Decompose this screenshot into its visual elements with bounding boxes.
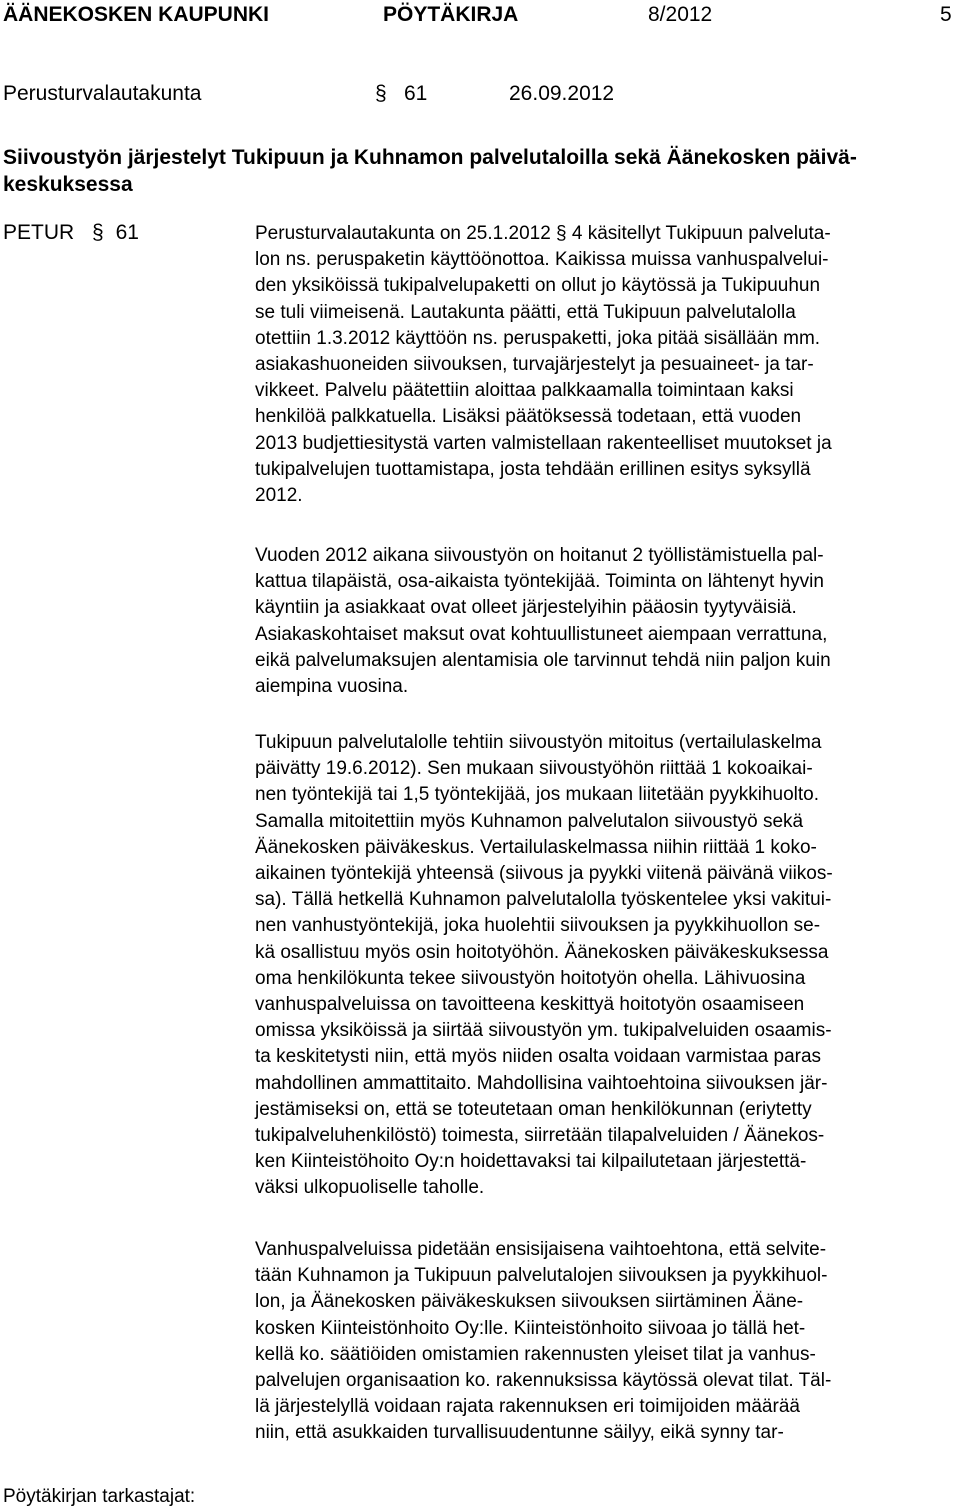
organization-name: ÄÄNEKOSKEN KAUPUNKI xyxy=(3,3,270,26)
paragraph xyxy=(255,730,955,1202)
item-label xyxy=(3,221,139,245)
paragraph xyxy=(255,543,955,700)
paragraph-line: vanhuspalveluissa on tavoitteena keskittyä hoitotyön osaamiseen xyxy=(255,994,805,1016)
paragraph-line: den yksiköissä tukipalvelupaketti on ollut jo käytössä ja Tukipuuhun xyxy=(255,275,821,297)
paragraph-line: kellä ko. säätiöiden omistamien rakennusten yleiset tilat ja vanhus- xyxy=(255,1343,816,1365)
paragraph-line: Vanhuspalveluissa pidetään ensisijaisena vaihtoehtona, että selvite- xyxy=(255,1239,827,1260)
item-title-line: keskuksessa xyxy=(3,173,133,196)
paragraph-line: väksi ulkopuoliselle taholle. xyxy=(255,1177,485,1199)
paragraph xyxy=(255,221,955,509)
item-title-line: Siivoustyön järjestelyt Tukipuun ja Kuhnamon palvelutaloilla sekä Äänekosken päivä- xyxy=(3,146,857,169)
paragraph-line: 2013 budjettiesitystä varten valmistellaan rakenteelliset muutokset ja xyxy=(255,432,832,454)
paragraph-line: kosken Kiinteistönhoito Oy:lle. Kiinteistönhoito siivoaa jo tällä het- xyxy=(255,1317,806,1339)
paragraph-line: kattua tilapäistä, osa-aikaista työntekijää. Toiminta on lähtenyt hyvin xyxy=(255,571,824,593)
board-name: Perusturvalautakunta xyxy=(3,82,202,105)
paragraph-line: Asiakaskohtaiset maksut ovat kohtuullistuneet aiempaan verrattuna, xyxy=(255,623,828,645)
paragraph-line: Samalla mitoitettiin myös Kuhnamon palvelutalon siivoustyö sekä xyxy=(255,810,804,832)
paragraph-line: tukipalvelujen tuottamistapa, josta tehdään erillinen esitys syksyllä xyxy=(255,458,811,480)
paragraph-line: Tukipuun palvelutalolle tehtiin siivoustyön mitoitus (vertailulaskelma xyxy=(255,732,822,753)
item-title xyxy=(3,144,953,198)
paragraph-line: se tuli viimeisenä. Lautakunta päätti, että Tukipuun palvelutalolla xyxy=(255,301,796,323)
paragraph-line: aiempina vuosina. xyxy=(255,676,409,698)
paragraph-line: nen vanhustyöntekijä, joka huolehtii siivouksen ja pyykkihuollon se- xyxy=(255,915,821,937)
section-sign: § xyxy=(375,82,387,105)
paragraph xyxy=(255,1237,955,1447)
document-type: PÖYTÄKIRJA xyxy=(383,3,519,26)
paragraph-line: nen työntekijä tai 1,5 työntekijää, jos mukaan liitetään pyykkihuolto. xyxy=(255,784,819,806)
item-code: PETUR xyxy=(3,221,75,244)
paragraph-line: päivätty 19.6.2012). Sen mukaan siivoustyöhön riittää 1 kokoaikai- xyxy=(255,758,813,780)
paragraph-line: henkilöä palkkatuella. Lisäksi päätöksessä todetaan, että vuoden xyxy=(255,406,802,428)
meeting-date: 26.09.2012 xyxy=(509,82,615,105)
paragraph-line: käyntiin ja asiakkaat ovat olleet järjestelyihin pääosin tyytyväisiä. xyxy=(255,597,797,619)
paragraph-line: niin, että asukkaiden turvallisuudentunne säilyy, eikä synny tar- xyxy=(255,1422,784,1444)
paragraph-line: tukipalveluhenkilöstö) toimesta, siirretään tilapalveluiden / Äänekos- xyxy=(255,1125,825,1147)
item-section-sign: § xyxy=(92,221,104,244)
paragraph-line: Perusturvalautakunta on 25.1.2012 § 4 käsitellyt Tukipuun palveluta- xyxy=(255,223,831,244)
paragraph-line: Äänekosken päiväkeskus. Vertailulaskelmassa niihin riittää 1 koko- xyxy=(255,836,817,858)
page-number: 5 xyxy=(940,3,952,26)
paragraph-line: sa). Tällä hetkellä Kuhnamon palvelutalolla työskentelee yksi vakitui- xyxy=(255,889,832,911)
item-number: 61 xyxy=(115,221,139,244)
paragraph-line: palvelujen organisaation ko. rakennuksissa käytössä olevat tilat. Täl- xyxy=(255,1370,832,1392)
paragraph-line: vikkeet. Palvelu päätettiin aloittaa palkkaamalla toimintaan kaksi xyxy=(255,380,794,402)
paragraph-line: otettiin 1.3.2012 käyttöön ns. peruspaketti, joka pitää sisällään mm. xyxy=(255,327,821,349)
paragraph-line: kä osallistuu myös osin hoitotyöhön. Äänekosken päiväkeskuksessa xyxy=(255,941,829,963)
paragraph-line: lon ns. peruspaketin käyttöönottoa. Kaikissa muissa vanhuspalvelui- xyxy=(255,249,829,271)
section-number: 61 xyxy=(404,82,428,105)
paragraph-line: Vuoden 2012 aikana siivoustyön on hoitanut 2 työllistämistuella pal- xyxy=(255,545,824,566)
paragraph-line: jestämiseksi on, että se toteutetaan oman henkilökunnan (eriytetty xyxy=(255,1098,812,1120)
paragraph-line: tään Kuhnamon ja Tukipuun palvelutalojen siivouksen ja pyykkihuol- xyxy=(255,1265,828,1287)
paragraph-line: mahdollinen ammattitaito. Mahdollisina vaihtoehtoina siivouksen jär- xyxy=(255,1072,828,1094)
paragraph-line: omissa yksiköissä ja siirtää siivoustyön ym. tukipalveluiden osaamis- xyxy=(255,1020,832,1042)
paragraph-line: eikä palvelumaksujen alentamisia ole tarvinnut tehdä niin paljon kuin xyxy=(255,649,831,671)
paragraph-line: aikainen työntekijä yhteensä (siivous ja pyykki viitenä päivänä viikos- xyxy=(255,863,833,885)
paragraph-line: ken Kiinteistöhoito Oy:n hoidettavaksi tai kilpailutetaan järjestettä- xyxy=(255,1151,807,1173)
paragraph-line: lon, ja Äänekosken päiväkeskuksen siivouksen siirtäminen Ääne- xyxy=(255,1291,804,1313)
document-number: 8/2012 xyxy=(648,3,713,26)
paragraph-line: asiakashuoneiden siivouksen, turvajärjestelyt ja pesuaineet- ja tar- xyxy=(255,354,814,376)
reviewers-label: Pöytäkirjan tarkastajat: xyxy=(3,1486,196,1507)
paragraph-line: lä järjestelyllä voidaan rajata rakennuksen eri toimijoiden määrää xyxy=(255,1396,800,1418)
paragraph-line: oma henkilökunta tekee siivoustyön hoitotyön ohella. Lähivuosina xyxy=(255,967,806,989)
paragraph-line: ta keskitetysti niin, että myös niiden osalta voidaan varmistaa paras xyxy=(255,1046,822,1068)
paragraph-line: 2012. xyxy=(255,485,303,507)
